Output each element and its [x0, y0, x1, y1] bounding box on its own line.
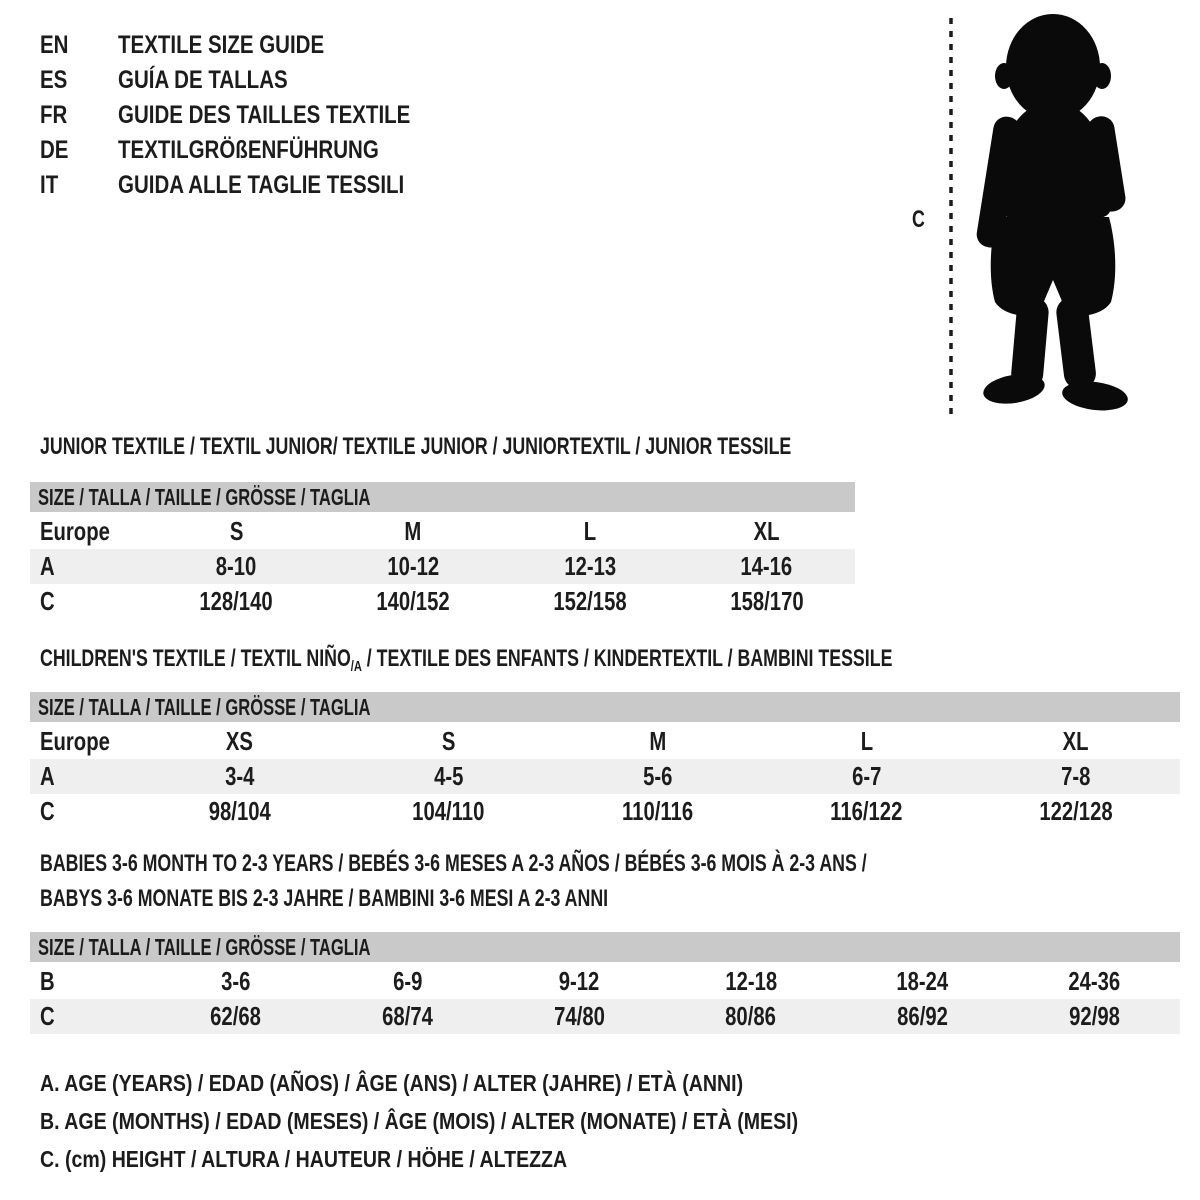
size-row-age — [30, 549, 855, 584]
language-title: TEXTILE SIZE GUIDE — [118, 31, 325, 59]
size-row-months — [30, 964, 1180, 999]
size-cell: XS — [225, 726, 254, 756]
size-header-bar — [30, 932, 1180, 962]
size-row-height — [30, 584, 855, 619]
size-cell: 116/122 — [830, 796, 903, 826]
size-cell: 122/128 — [1038, 796, 1113, 826]
row-label: C — [40, 1001, 55, 1031]
size-cell: 5-6 — [642, 761, 673, 791]
size-cell: 18-24 — [896, 966, 949, 996]
size-cell: 6-7 — [851, 761, 882, 791]
language-row — [40, 28, 475, 63]
language-row — [40, 63, 475, 98]
language-code: DE — [40, 136, 69, 164]
size-cell: 110/116 — [621, 796, 694, 826]
language-title: GUIDA ALLE TAGLIE TESSILI — [118, 171, 405, 199]
height-measure-label: C — [912, 206, 925, 233]
size-row-height — [30, 794, 1180, 829]
size-cell: 104/110 — [412, 796, 485, 826]
size-header-label: SIZE / TALLA / TAILLE / GRÖSSE / TAGLIA — [38, 483, 371, 510]
size-cell: XL — [753, 516, 780, 546]
size-cell: L — [583, 516, 597, 546]
size-cell: M — [404, 516, 422, 546]
row-label: C — [40, 586, 55, 616]
language-title: GUIDE DES TAILLES TEXTILE — [118, 101, 411, 129]
size-row-age — [30, 759, 1180, 794]
size-header-bar — [30, 482, 855, 512]
size-cell: 3-4 — [224, 761, 255, 791]
size-cell: 158/170 — [729, 586, 804, 616]
size-cell: 3-6 — [221, 966, 251, 996]
size-cell: 152/158 — [553, 586, 627, 616]
size-cell: M — [649, 726, 666, 756]
legend-note-a: A. AGE (YEARS) / EDAD (AÑOS) / ÂGE (ANS) / ALTER (JAHRE) / ETÀ (ANNI) — [40, 1070, 744, 1096]
size-cell: 8-10 — [216, 551, 257, 581]
size-cell: 80/86 — [725, 1001, 777, 1031]
language-row — [40, 98, 475, 133]
size-cell: 10-12 — [387, 551, 440, 581]
toddler-silhouette-icon — [975, 14, 1130, 414]
size-cell: 92/98 — [1068, 1001, 1120, 1031]
size-cell: S — [229, 516, 244, 546]
size-cell: 98/104 — [208, 796, 271, 826]
size-cell: 9-12 — [558, 966, 600, 996]
row-label: Europe — [40, 516, 110, 546]
size-cell: 128/140 — [199, 586, 274, 616]
size-cell: 6-9 — [392, 966, 423, 996]
language-title-list — [40, 28, 475, 203]
language-code: EN — [40, 31, 69, 59]
children-section-title: CHILDREN'S TEXTILE / TEXTIL $NIÑO_{/A}$ / TEXTILE DES ENFANTS / KINDERTEXTIL / BAMBINI TESSILE — [40, 645, 893, 675]
size-cell: L — [860, 726, 873, 756]
legend-note-c: C. (cm) HEIGHT / ALTURA / HAUTEUR / HÖHE / ALTEZZA — [40, 1146, 568, 1172]
size-cell: 14-16 — [740, 551, 793, 581]
size-header-bar — [30, 692, 1180, 722]
nino-a-subscript: /A — [350, 658, 362, 675]
legend-notes — [40, 1066, 932, 1180]
size-header-label: SIZE / TALLA / TAILLE / GRÖSSE / TAGLIA — [38, 933, 371, 960]
size-cell: 68/74 — [382, 1001, 433, 1031]
language-row — [40, 133, 475, 168]
junior-size-table — [30, 482, 855, 619]
row-label: A — [40, 551, 55, 581]
children-size-table — [30, 692, 1180, 829]
language-code: IT — [40, 171, 59, 199]
size-cell: 74/80 — [553, 1001, 605, 1031]
row-label: C — [40, 796, 55, 826]
size-row-height — [30, 999, 1180, 1034]
size-cell: 62/68 — [210, 1001, 262, 1031]
size-cell: 140/152 — [376, 586, 450, 616]
size-row-europe — [30, 514, 855, 549]
language-row — [40, 168, 475, 203]
language-title: GUÍA DE TALLAS — [118, 66, 288, 94]
size-cell: S — [441, 726, 456, 756]
size-cell: 4-5 — [433, 761, 464, 791]
size-cell: 12-18 — [724, 966, 777, 996]
language-code: ES — [40, 66, 68, 94]
size-header-label: SIZE / TALLA / TAILLE / GRÖSSE / TAGLIA — [38, 693, 371, 720]
row-label: Europe — [40, 726, 110, 756]
size-cell: 7-8 — [1060, 761, 1091, 791]
size-cell: 24-36 — [1068, 966, 1121, 996]
size-cell: 12-13 — [563, 551, 616, 581]
language-code: FR — [40, 101, 68, 129]
row-label: A — [40, 761, 55, 791]
babies-section-title: BABIES 3-6 MONTH TO 2-3 YEARS / BEBÉS 3-6 MESES A 2-3 AÑOS / BÉBÉS 3-6 MOIS À 2-3 ANS / BABYS 3-6 MONATE BIS 2-3 JAHRE / BAMBINI 3-6 MESI A 2-3 ANNI — [40, 850, 867, 912]
language-title: TEXTILGRÖßENFÜHRUNG — [118, 136, 379, 164]
legend-note-b: B. AGE (MONTHS) / EDAD (MESES) / ÂGE (MOIS) / ALTER (MONATE) / ETÀ (MESI) — [40, 1108, 799, 1134]
babies-size-table — [30, 932, 1180, 1034]
toddler-figure — [905, 10, 1155, 422]
junior-section-title: JUNIOR TEXTILE / TEXTIL JUNIOR/ TEXTILE JUNIOR / JUNIORTEXTIL / JUNIOR TESSILE — [40, 433, 792, 460]
size-row-europe — [30, 724, 1180, 759]
row-label: B — [40, 966, 55, 996]
size-cell: 86/92 — [897, 1001, 948, 1031]
size-cell: XL — [1062, 726, 1089, 756]
